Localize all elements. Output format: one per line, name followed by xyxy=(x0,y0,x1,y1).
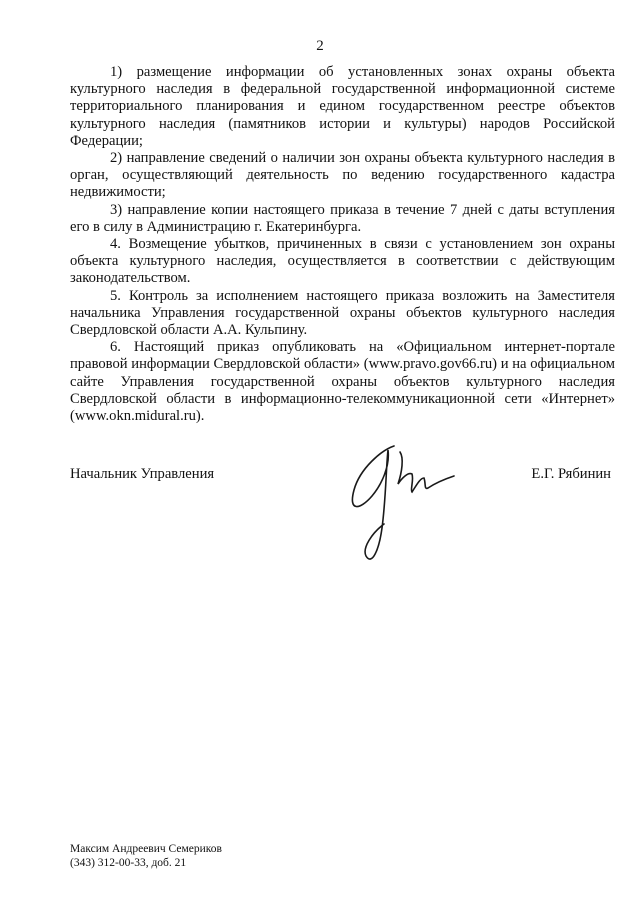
signature-block xyxy=(70,466,615,576)
page-number: 2 xyxy=(316,38,324,54)
executor-footer xyxy=(70,842,222,870)
order-body xyxy=(70,64,615,425)
signatory-name: Е.Г. Рябинин xyxy=(531,466,611,482)
paragraph-5: 5. Контроль за исполнением настоящего приказа возложить на Заместителя начальника Управления государственной охраны объектов культурного наследия Свердловской области А.А. Кульпину. xyxy=(70,287,615,339)
executor-name: Максим Андреевич Семериков xyxy=(70,843,222,855)
paragraph-4: 4. Возмещение убытков, причиненных в связи с установлением зон охраны объекта культурного наследия, осуществляется в соответствии с действующим законодательством. xyxy=(70,236,615,287)
signatory-position: Начальник Управления xyxy=(70,466,215,482)
paragraph-2: 2) направление сведений о наличии зон охраны объекта культурного наследия в орган, осуществляющий деятельность по ведению государственного кадастра недвижимости; xyxy=(70,150,615,201)
paragraph-1: 1) размещение информации об установленных зонах охраны объекта культурного наследия в федеральной государственной информационной системе территориального планирования и едином государственном реестре объектов культурного наследия (памятников истории и культуры) народов Российской Федерации; xyxy=(70,64,615,149)
paragraph-6: 6. Настоящий приказ опубликовать на «Официальном интернет-портале правовой информации Свердловской области» (www.pravo.gov66.ru) и на официальном сайте Управления государственной охраны объектов культурного наследия Свердловской области в информационно-телекоммуникационной сети «Интернет» (www.okn.midural.ru). xyxy=(70,339,615,425)
paragraph-3: 3) направление копии настоящего приказа в течение 7 дней с даты вступления его в силу в Администрацию г. Екатеринбурга. xyxy=(70,201,615,235)
executor-phone: (343) 312-00-33, доб. 21 xyxy=(70,857,187,869)
handwritten-signature xyxy=(342,438,492,573)
